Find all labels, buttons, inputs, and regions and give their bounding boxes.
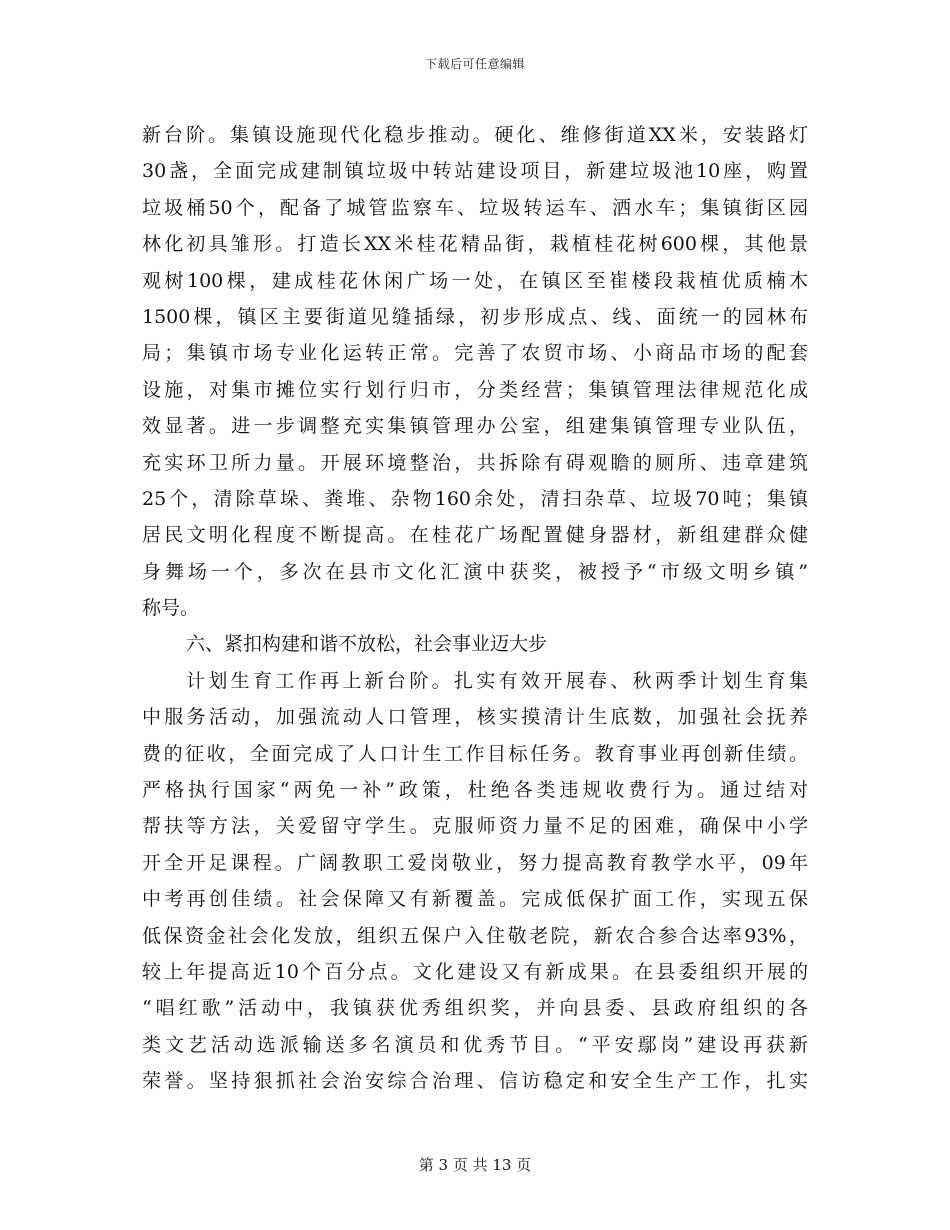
text-line: 称号。 <box>142 597 200 620</box>
text-line: 低保资金社会化发放，组织五保户入住敬老院，新农合参合达率93%， <box>142 924 808 947</box>
text-line: 较上年提高近10个百分点。文化建设又有新成果。在县委组织开展的 <box>142 960 808 983</box>
text-line: 中考再创佳绩。社会保障又有新覆盖。完成低保扩面工作，实现五保 <box>142 888 808 911</box>
text-line: “唱红歌”活动中，我镇获优秀组织奖，并向县委、县政府组织的各 <box>142 997 808 1020</box>
text-line: 垃圾桶50个，配备了城管监察车、垃圾转运车、洒水车；集镇街区园 <box>142 196 808 219</box>
text-line: 充实环卫所力量。开展环境整治，共拆除有碍观瞻的厕所、违章建筑 <box>142 451 808 474</box>
text-line: 严格执行国家“两免一补”政策，杜绝各类违规收费行为。通过结对 <box>142 779 808 802</box>
text-line: 设施，对集市摊位实行划行归市，分类经营；集镇管理法律规范化成 <box>142 378 808 401</box>
page-header: 下载后可任意编辑 <box>424 57 525 71</box>
text-line: 局；集镇市场专业化运转正常。完善了农贸市场、小商品市场的配套 <box>142 342 808 365</box>
paragraph-first-line: 计划生育工作再上新台阶。扎实有效开展春、秋两季计划生育集 <box>186 669 808 692</box>
text-line: 开全开足课程。广阔教职工爱岗敬业，努力提高教育教学水平，09年 <box>142 851 808 874</box>
text-line: 中服务活动，加强流动人口管理，核实摸清计生底数，加强社会抚养 <box>142 706 808 729</box>
text-line: 30盏，全面完成建制镇垃圾中转站建设项目，新建垃圾池10座，购置 <box>142 160 808 183</box>
text-line: 1500棵，镇区主要街道见缝插绿，初步形成点、线、面统一的园林布 <box>142 305 808 328</box>
text-line: 25个，清除草垛、粪堆、杂物160余处，清扫杂草、垃圾70吨；集镇 <box>142 487 808 510</box>
page-number-footer: 第 3 页 共 13 页 <box>418 1156 532 1174</box>
text-line: 新台阶。集镇设施现代化稳步推动。硬化、维修街道XX米，安装路灯 <box>142 124 808 146</box>
section-heading: 六、紧扣构建和谐不放松，社会事业迈大步 <box>186 633 548 656</box>
text-line: 效显著。进一步调整充实集镇管理办公室，组建集镇管理专业队伍， <box>142 415 808 438</box>
text-line: 荣誉。坚持狠抓社会治安综合治理、信访稳定和安全生产工作，扎实 <box>142 1070 808 1093</box>
text-line: 费的征收，全面完成了人口计生工作目标任务。教育事业再创新佳绩。 <box>142 742 808 765</box>
text-line: 居民文明化程度不断提高。在桂花广场配置健身器材，新组建群众健 <box>142 524 808 547</box>
document-body <box>142 117 808 1100</box>
text-line: 林化初具雏形。打造长XX米桂花精品街，栽植桂花树600棵，其他景 <box>142 233 808 256</box>
text-line: 观树100棵，建成桂花休闲广场一处，在镇区至崔楼段栽植优质楠木 <box>142 269 808 292</box>
text-line: 类文艺活动选派输送多名演员和优秀节目。“平安鄢岗”建设再获新 <box>142 1033 808 1056</box>
text-line: 帮扶等方法，关爱留守学生。克服师资力量不足的困难，确保中小学 <box>142 815 808 838</box>
text-line: 身舞场一个，多次在县市文化汇演中获奖，被授予“市级文明乡镇” <box>142 560 808 583</box>
